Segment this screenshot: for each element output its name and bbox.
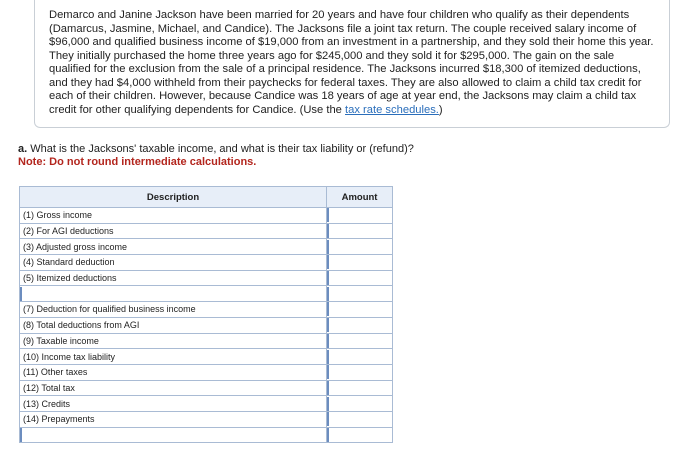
amount-cell[interactable] <box>327 380 393 396</box>
table-row <box>20 396 393 412</box>
problem-text <box>49 9 655 117</box>
amount-cell[interactable] <box>327 208 393 224</box>
amount-input[interactable] <box>327 428 392 442</box>
table-header-row <box>20 187 393 208</box>
amount-cell[interactable] <box>327 349 393 365</box>
amount-header: Amount <box>327 187 393 208</box>
row-description-cell[interactable] <box>20 286 327 302</box>
amount-input[interactable] <box>327 397 392 411</box>
amount-cell[interactable] <box>327 302 393 318</box>
amount-input[interactable] <box>327 318 392 332</box>
amount-input[interactable] <box>327 412 392 426</box>
row-description: (9) Taxable income <box>20 333 327 349</box>
rounding-note: Note: Do not round intermediate calculations. <box>18 156 257 168</box>
problem-end: ) <box>438 103 443 116</box>
table-row <box>20 427 393 443</box>
table-row <box>20 239 393 255</box>
tax-rate-schedules-link[interactable]: tax rate schedules. <box>345 103 439 116</box>
row-description-cell[interactable] <box>20 427 327 443</box>
table-row <box>20 223 393 239</box>
amount-input[interactable] <box>327 255 392 269</box>
amount-cell[interactable] <box>327 427 393 443</box>
amount-cell[interactable] <box>327 255 393 271</box>
amount-cell[interactable] <box>327 239 393 255</box>
amount-cell[interactable] <box>327 411 393 427</box>
amount-cell[interactable] <box>327 223 393 239</box>
amount-cell[interactable] <box>327 396 393 412</box>
amount-cell[interactable] <box>327 333 393 349</box>
table-row <box>20 364 393 380</box>
table-row <box>20 270 393 286</box>
problem-body: Demarco and Janine Jackson have been married for 20 years and have four children who qualify as their dependents (Damarcus, Jasmine, Michael, and Candice). The Jacksons file a joint tax return. The couple received salary income of $96,000 and qualified business income of $19,000 from an investment in a partnership, and they sold their home this year. They initially purchased the home three years ago for $245,000 and they sold it for $295,000. The gain on the sale qualified for the exclusion from the sale of a principal residence. The Jacksons incurred $18,300 of itemized deductions, and they had $4,000 withheld from their paychecks for federal taxes. They are also allowed to claim a child tax credit for each of their children. However, because Candice was 18 years of age at year end, the Jacksons may claim a child tax credit for other qualifying dependents for Candice. (Use the <box>49 9 654 116</box>
row-description: (14) Prepayments <box>20 411 327 427</box>
table-row <box>20 302 393 318</box>
tax-computation-table <box>19 186 393 443</box>
amount-cell[interactable] <box>327 270 393 286</box>
row-description: (12) Total tax <box>20 380 327 396</box>
question-text: What is the Jacksons' taxable income, and what is their tax liability or (refund)? <box>27 143 414 155</box>
description-input[interactable] <box>20 287 326 301</box>
amount-input[interactable] <box>327 302 392 316</box>
amount-input[interactable] <box>327 365 392 379</box>
amount-input[interactable] <box>327 240 392 254</box>
question-label: a. <box>18 143 28 155</box>
table-row <box>20 333 393 349</box>
amount-input[interactable] <box>327 224 392 238</box>
table-row <box>20 349 393 365</box>
table-row <box>20 208 393 224</box>
row-description: (5) Itemized deductions <box>20 270 327 286</box>
amount-cell[interactable] <box>327 317 393 333</box>
table-row <box>20 286 393 302</box>
row-description: (8) Total deductions from AGI <box>20 317 327 333</box>
amount-input[interactable] <box>327 334 392 348</box>
amount-input[interactable] <box>327 287 392 301</box>
row-description: (13) Credits <box>20 396 327 412</box>
amount-cell[interactable] <box>327 286 393 302</box>
row-description: (7) Deduction for qualified business income <box>20 302 327 318</box>
amount-input[interactable] <box>327 271 392 285</box>
description-header: Description <box>20 187 327 208</box>
amount-input[interactable] <box>327 350 392 364</box>
row-description: (3) Adjusted gross income <box>20 239 327 255</box>
table-row <box>20 255 393 271</box>
amount-input[interactable] <box>327 381 392 395</box>
description-input[interactable] <box>20 428 326 442</box>
row-description: (10) Income tax liability <box>20 349 327 365</box>
row-description: (2) For AGI deductions <box>20 223 327 239</box>
problem-statement-box <box>34 0 670 128</box>
table-row <box>20 317 393 333</box>
question-a <box>18 143 414 156</box>
table-row <box>20 380 393 396</box>
amount-cell[interactable] <box>327 364 393 380</box>
table-row <box>20 411 393 427</box>
row-description: (11) Other taxes <box>20 364 327 380</box>
row-description: (4) Standard deduction <box>20 255 327 271</box>
amount-input[interactable] <box>327 208 392 222</box>
row-description: (1) Gross income <box>20 208 327 224</box>
